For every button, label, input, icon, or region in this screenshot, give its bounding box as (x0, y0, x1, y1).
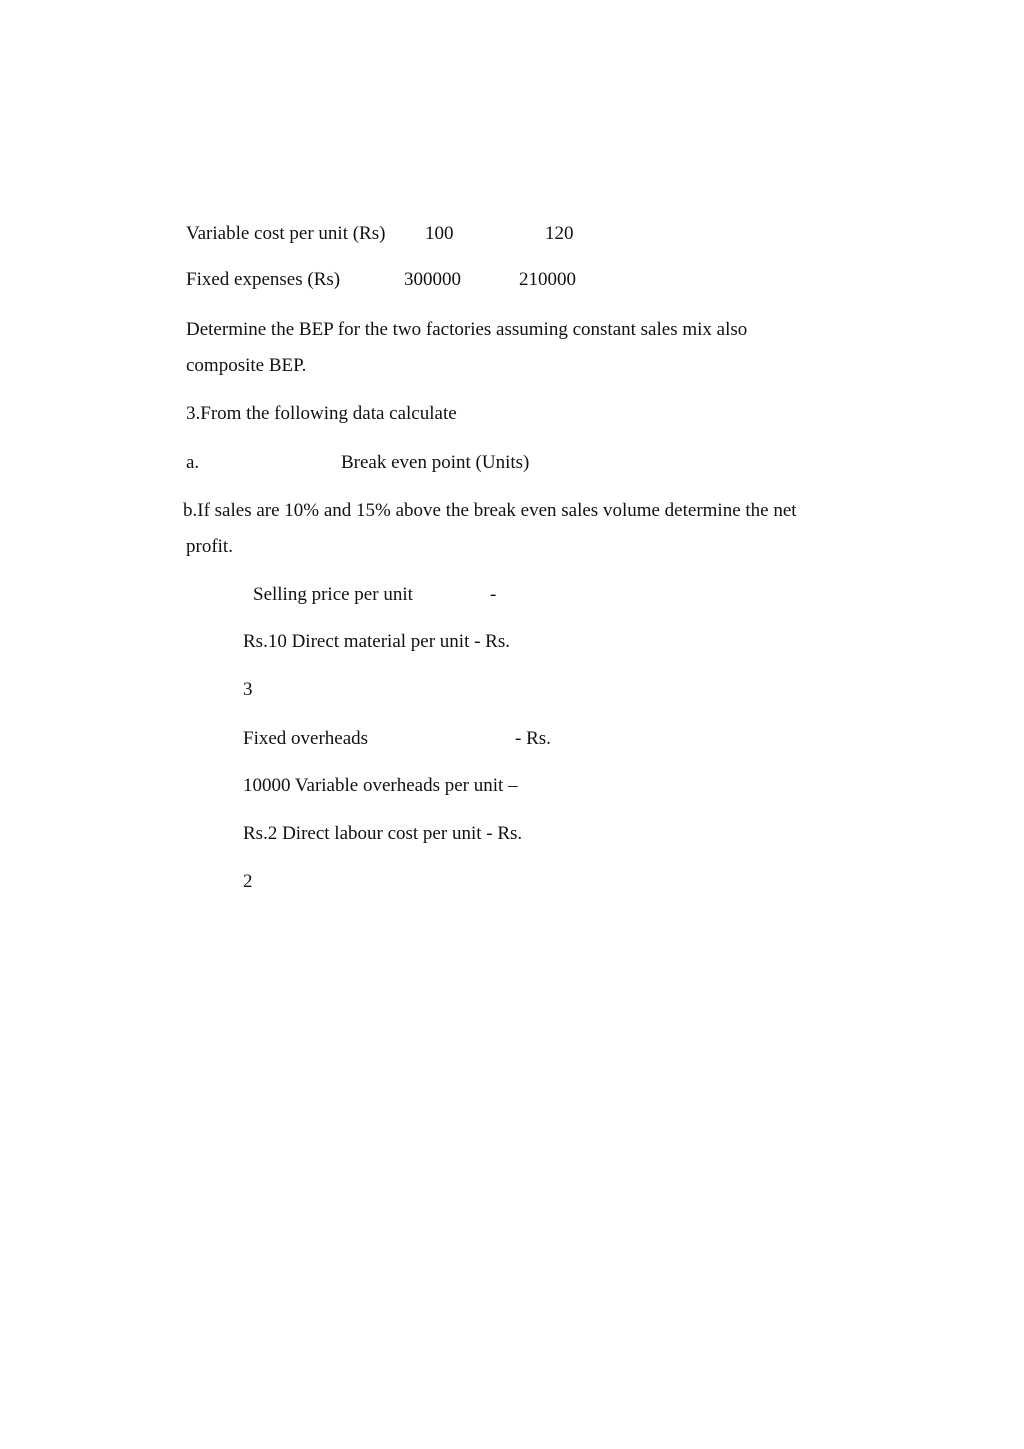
question3-part-a-text: Break even point (Units) (341, 452, 530, 473)
row-variable-cost-label: Variable cost per unit (Rs) (186, 223, 386, 244)
row-variable-cost-factory2: 120 (545, 223, 574, 244)
data-line-2: Rs.10 Direct material per unit - Rs. (243, 631, 510, 652)
selling-price-label: Selling price per unit (253, 584, 413, 605)
question3-part-b-line2: profit. (186, 536, 233, 557)
question3-part-b-line1: b.If sales are 10% and 15% above the break even sales volume determine the net (183, 500, 797, 521)
row-fixed-expenses-label: Fixed expenses (Rs) (186, 269, 341, 290)
question3-part-a-marker: a. (186, 452, 200, 473)
data-line-3: 3 (243, 679, 253, 700)
row-variable-cost-factory1: 100 (425, 223, 454, 244)
question3-intro: 3.From the following data calculate (186, 403, 457, 424)
fixed-overheads-rs: - Rs. (515, 728, 551, 749)
row-fixed-expenses-factory2: 210000 (519, 269, 576, 290)
question2-line2: composite BEP. (186, 355, 307, 376)
data-line-6: Rs.2 Direct labour cost per unit - Rs. (243, 823, 523, 844)
question2-line1: Determine the BEP for the two factories assuming constant sales mix also (186, 319, 748, 340)
fixed-overheads-label: Fixed overheads (243, 728, 369, 749)
data-line-5: 10000 Variable overheads per unit – (243, 775, 518, 796)
data-line-7: 2 (243, 871, 253, 892)
selling-price-dash: - (490, 584, 497, 605)
row-fixed-expenses-factory1: 300000 (404, 269, 461, 290)
